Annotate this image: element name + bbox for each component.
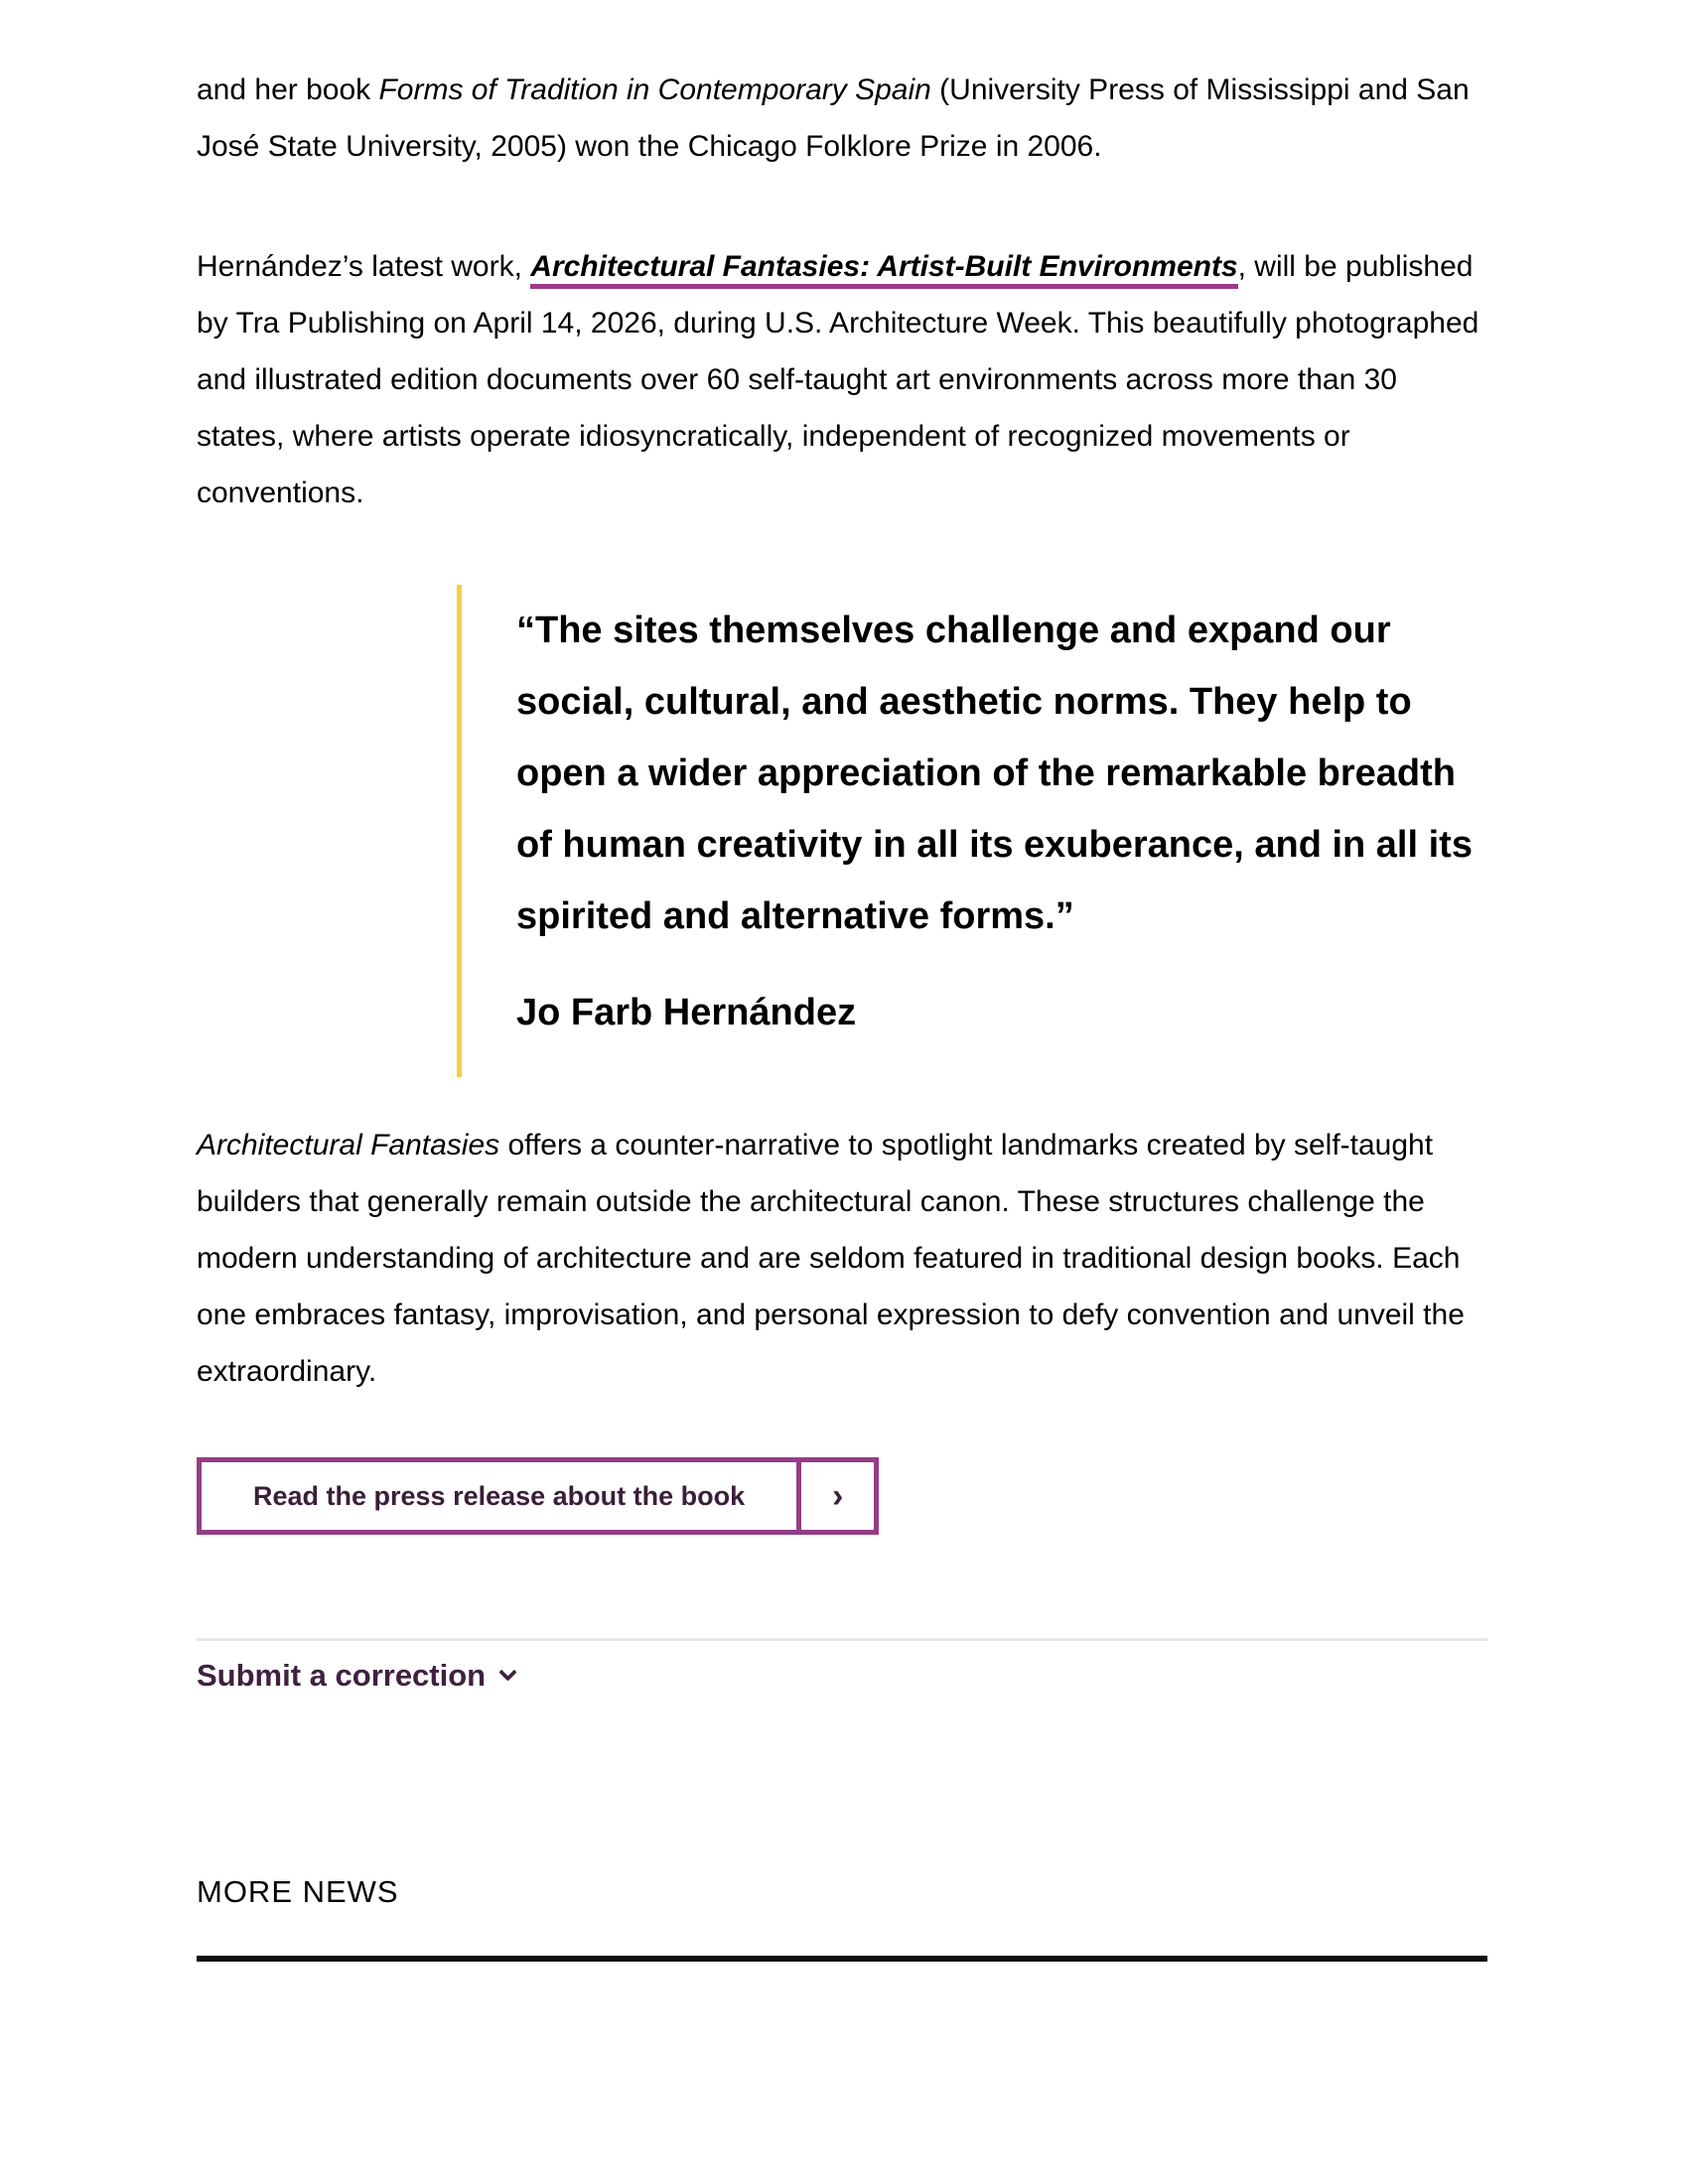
paragraph-text: offers a counter-narrative to spotlight landmarks created by self-taught builders that generally remain outside the architectural canon. These structures challenge the modern understanding of architecture and are seldom featured in traditional design books. Each one embraces fantasy, improvisation, and personal expression to defy convention and unveil the extraordinary.: [197, 1129, 1465, 1388]
paragraph-text: , will be published by Tra Publishing on April 14, 2026, during U.S. Architecture Week. This beautifully photographed and illustrated edition documents over 60 self-taught art environments across more than 30 states, where artists operate idiosyncratically, independent of recognized movements or conventions.: [197, 250, 1479, 509]
paragraph-text: and her book: [197, 73, 379, 106]
paragraph-text: (University Press of Mississippi and San José State University, 2005) won the Chicago Folklore Prize in 2006.: [197, 73, 1470, 163]
more-news-rule: [197, 1956, 1487, 1962]
paragraph-counter-narrative: [197, 1117, 1487, 1400]
chevron-down-icon: [498, 1663, 516, 1681]
article-body: [197, 0, 1487, 1962]
quote-attribution: Jo Farb Hernández: [516, 992, 857, 1033]
paragraph-text: Hernández’s latest work,: [197, 250, 531, 283]
architectural-fantasies-link[interactable]: Architectural Fantasies: Artist-Built Environments: [530, 250, 1237, 289]
book-title-architectural-fantasies: Architectural Fantasies: [197, 1129, 500, 1161]
submit-correction-label: Submit a correction: [197, 1658, 487, 1693]
quote-text: “The sites themselves challenge and expand our social, cultural, and aesthetic norms. They help to open a wider appreciation of the remarkable breadth of human creativity in all its exuberance, and in all its spirited and alternative forms.”: [516, 610, 1473, 937]
paragraph-latest-work: [197, 238, 1487, 521]
more-news-heading: MORE NEWS: [197, 1874, 399, 1909]
paragraph-book-prize: [197, 62, 1487, 175]
pull-quote: [457, 585, 1487, 1077]
section-divider: [197, 1638, 1487, 1641]
book-title-forms-of-tradition: Forms of Tradition in Contemporary Spain: [378, 73, 931, 106]
submit-correction-link[interactable]: [197, 1657, 514, 1694]
press-release-button[interactable]: [197, 1457, 879, 1535]
press-release-button-label: Read the press release about the book: [253, 1480, 746, 1511]
chevron-right-icon: ›: [796, 1462, 874, 1530]
